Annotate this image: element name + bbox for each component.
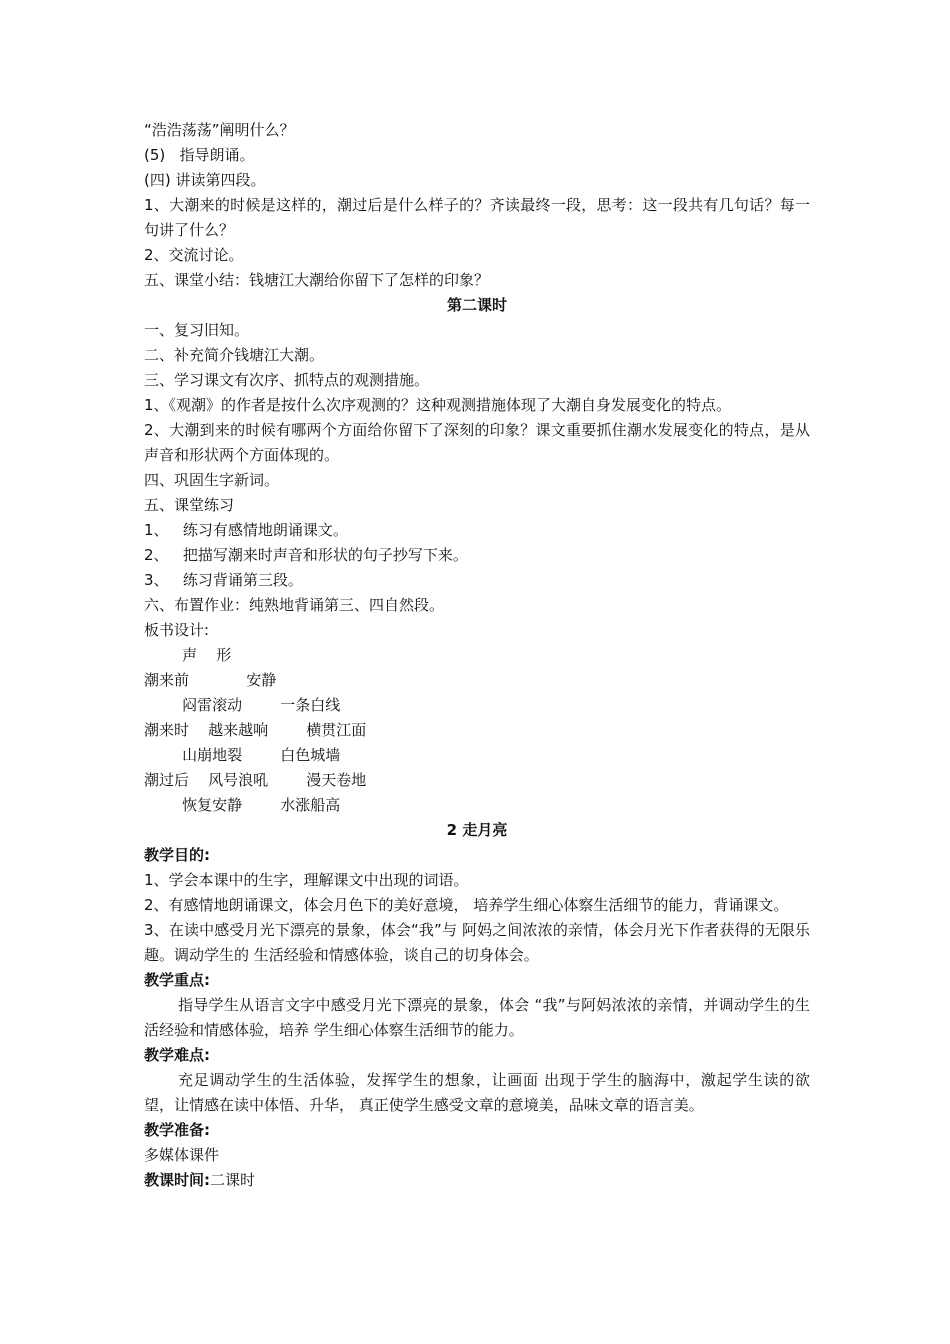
text-line: 3、 练习背诵第三段。 [144,571,303,589]
document-page [144,118,810,1193]
board-design [144,643,810,818]
text-line: 五、课堂练习 [144,496,235,514]
text-line: 二、补充简介钱塘江大潮。 [144,346,325,364]
focus-text: 指导学生从语言文字中感受月光下漂亮的景象，体会 “我”与阿妈浓浓的亲情，并调动学生的生活经验和情感体验，培养 学生细心体察生活细节的能力。 [144,996,810,1039]
text-line: 1、学会本课中的生字，理解课文中出现的词语。 [144,871,469,889]
text-line: 六、布置作业：纯熟地背诵第三、四自然段。 [144,596,445,614]
board-line: 潮来前 安静 [144,671,277,689]
prep-text: 多媒体课件 [144,1146,220,1164]
difficulty-text: 充足调动学生的生活体验，发挥学生的想象，让画面 出现于学生的脑海中，激起学生读的欲望，让情感在读中体悟、升华， 真正使学生感受文章的意境美，品味文章的语言美。 [144,1071,810,1114]
text-paragraph: 2、大潮到来的时候有哪两个方面给你留下了深刻的印象？课文重要抓住潮水发展变化的特点，是从声音和形状两个方面体现的。 [144,421,810,464]
text-line: 一、复习旧知。 [144,321,250,339]
text-line: 四、巩固生字新词。 [144,471,280,489]
time-text: 二课时 [210,1171,256,1189]
text-line: 五、课堂小结：钱塘江大潮给你留下了怎样的印象？ [144,271,490,289]
text-paragraph: 2、有感情地朗诵课文，体会月色下的美好意境， 培养学生细心体察生活细节的能力，背诵课文。 [144,896,789,914]
text-paragraph: 3、在读中感受月光下漂亮的景象，体会“我”与 阿妈之间浓浓的亲情，体会月光下作者获得的无限乐趣。调动学生的 生活经验和情感体验，谈自己的切身体会。 [144,921,810,964]
board-line: 潮来时 越来越响 横贯江面 [144,721,367,739]
text-line: 1、 练习有感情地朗诵课文。 [144,521,348,539]
text-line: 三、学习课文有次序、抓特点的观测措施。 [144,371,430,389]
time-label: 教课时间: [144,1171,210,1189]
goals-label: 教学目的: [144,846,210,864]
board-line: 潮过后 风号浪吼 漫天卷地 [144,771,367,789]
lesson-title: 2 走月亮 [446,821,508,839]
text-paragraph: 1、大潮来的时候是这样的，潮过后是什么样子的？齐读最终一段，思考：这一段共有几句话？每一句讲了什么？ [144,196,810,239]
board-line: 闷雷滚动 一条白线 [144,696,341,714]
text-line: 1、《观潮》的作者是按什么次序观测的？这种观测措施体现了大潮自身发展变化的特点。 [144,396,732,414]
text-line: 板书设计: [144,621,210,639]
text-line: 2、交流讨论。 [144,246,244,264]
text-line: (5) 指导朗诵。 [144,146,255,164]
prep-label: 教学准备: [144,1121,210,1139]
board-line: 山崩地裂 白色城墙 [144,746,341,764]
text-line: (四) 讲读第四段。 [144,171,266,189]
section-heading: 第二课时 [446,296,507,314]
focus-label: 教学重点: [144,971,210,989]
text-line: 2、 把描写潮来时声音和形状的句子抄写下来。 [144,546,468,564]
board-line: 恢复安静 水涨船高 [144,796,341,814]
text-line: “浩浩荡荡”阐明什么？ [144,121,295,139]
board-line: 声 形 [144,646,232,664]
time-row [144,1168,810,1193]
difficulty-label: 教学难点: [144,1046,210,1064]
